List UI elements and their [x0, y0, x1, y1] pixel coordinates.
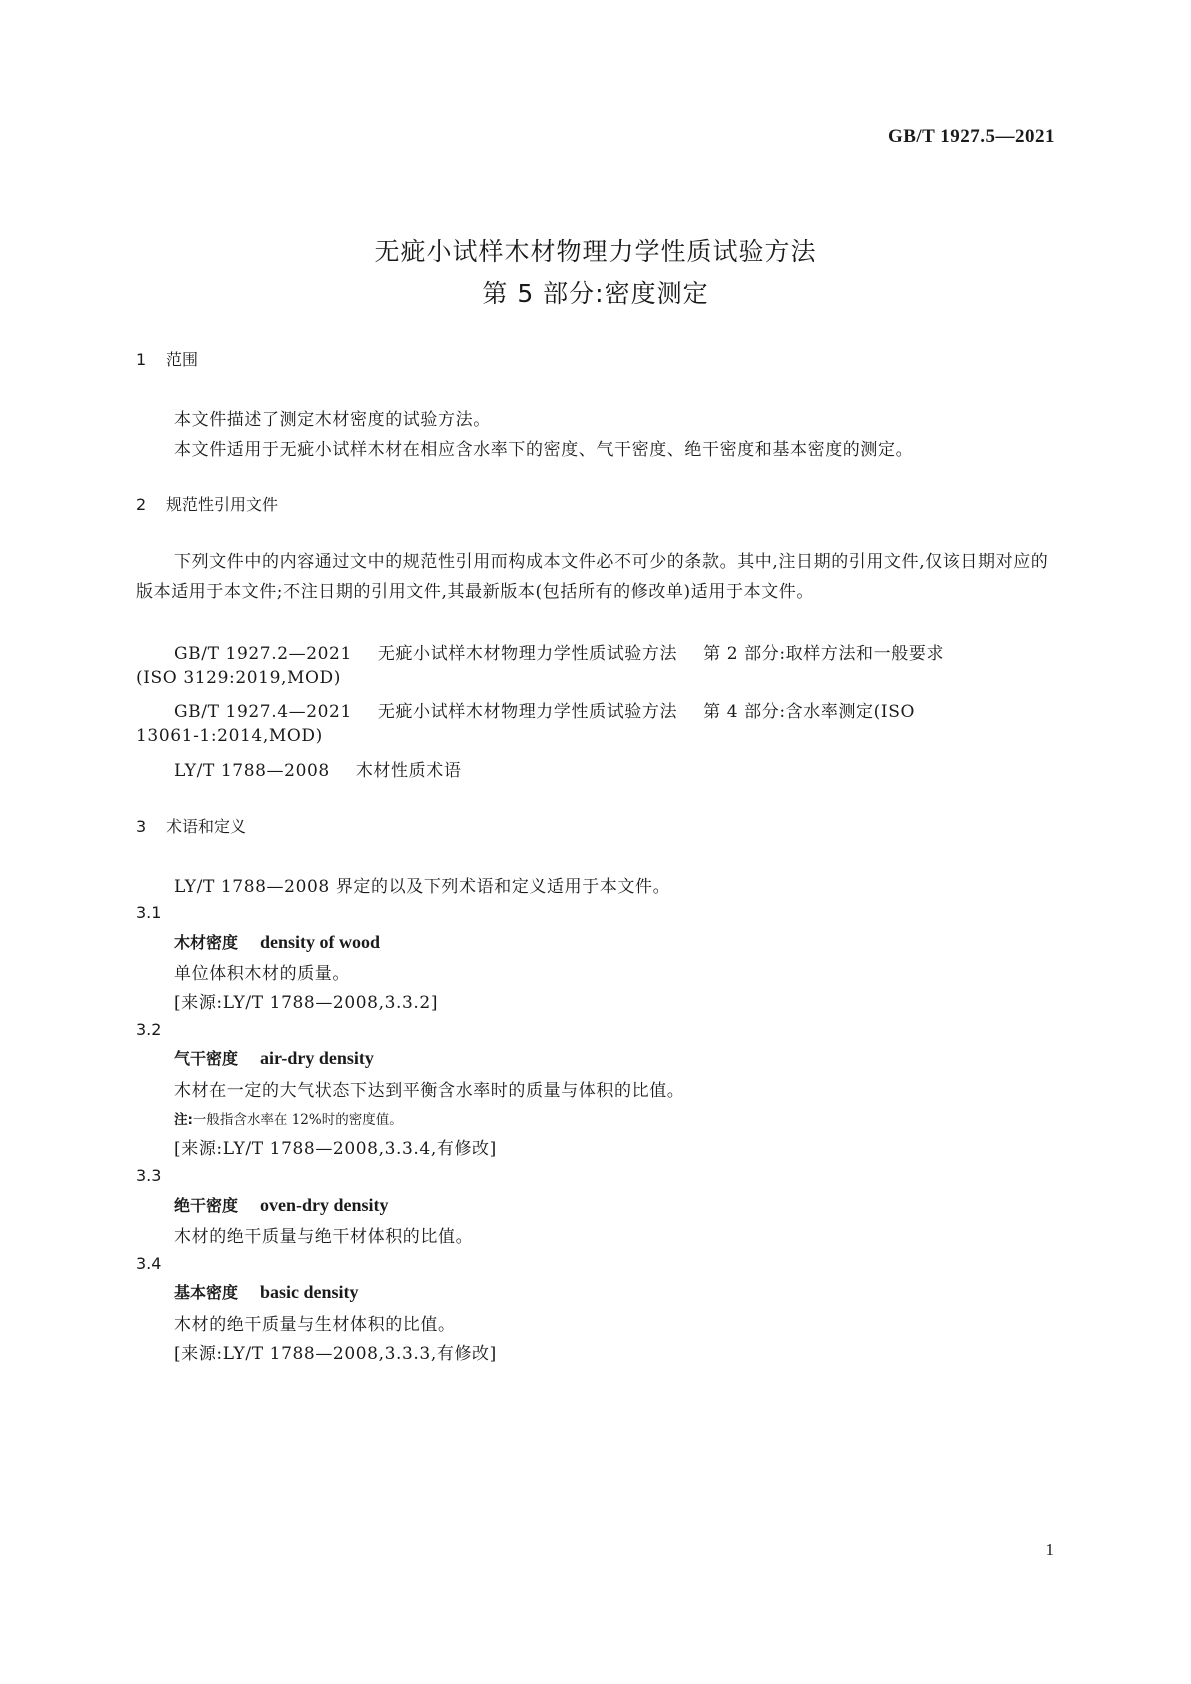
- section-heading-scope: [136, 347, 198, 370]
- clause-number: 3.1: [136, 903, 162, 922]
- reference-continuation: (ISO 3129:2019,MOD): [136, 668, 341, 688]
- section-number: 3: [136, 817, 147, 836]
- term-definition: 木材的绝干质量与生材体积的比值。: [174, 1315, 456, 1335]
- note-text: 一般指含水率在 12%时的密度值。: [192, 1112, 403, 1128]
- reference-code: LY/T 1788—2008: [174, 761, 330, 781]
- paragraph: LY/T 1788—2008 界定的以及下列术语和定义适用于本文件。: [174, 877, 671, 897]
- term-source: [来源:LY/T 1788—2008,3.3.4,有修改]: [174, 1139, 497, 1159]
- section-number: 2: [136, 495, 147, 514]
- section-heading-terms-and-definitions: [136, 814, 246, 837]
- term-entry: [174, 1193, 389, 1216]
- paragraph: 下列文件中的内容通过文中的规范性引用而构成本文件必不可少的条款。其中,注日期的引用文件,仅该日期对应的版本适用于本文件;不注日期的引用文件,其最新版本(包括所有的修改单)适用于本文件。: [136, 552, 1049, 602]
- reference-entry: [174, 639, 944, 664]
- term-source: [来源:LY/T 1788—2008,3.3.3,有修改]: [174, 1344, 497, 1364]
- reference-title: 无疵小试样木材物理力学性质试验方法: [377, 702, 678, 722]
- term-chinese: 气干密度: [174, 1049, 239, 1068]
- note-label: 注:: [174, 1112, 193, 1128]
- page-number: 1: [1045, 1540, 1054, 1559]
- document-title: 无疵小试样木材物理力学性质试验方法: [374, 237, 817, 266]
- term-entry: [174, 1046, 374, 1069]
- section-number: 1: [136, 350, 147, 369]
- section-title: 术语和定义: [166, 817, 247, 836]
- term-english: basic density: [260, 1282, 359, 1302]
- term-entry: [174, 1280, 359, 1303]
- reference-part: 第 2 部分:取样方法和一般要求: [703, 644, 945, 664]
- reference-title: 无疵小试样木材物理力学性质试验方法: [377, 644, 678, 664]
- term-entry: [174, 930, 380, 953]
- term-definition: 木材在一定的大气状态下达到平衡含水率时的质量与体积的比值。: [174, 1081, 685, 1101]
- reference-entry: [174, 697, 915, 722]
- term-chinese: 基本密度: [174, 1283, 239, 1302]
- term-english: air-dry density: [260, 1048, 374, 1068]
- term-chinese: 木材密度: [174, 933, 239, 952]
- term-english: density of wood: [260, 932, 381, 952]
- term-definition: 木材的绝干质量与绝干材体积的比值。: [174, 1227, 474, 1247]
- reference-part: 第 4 部分:含水率测定(ISO: [703, 702, 915, 722]
- reference-entry: [174, 756, 461, 781]
- clause-number: 3.3: [136, 1166, 162, 1185]
- reference-continuation: 13061-1:2014,MOD): [136, 726, 323, 746]
- paragraph: 本文件描述了测定木材密度的试验方法。: [174, 410, 491, 430]
- reference-code: GB/T 1927.2—2021: [174, 644, 352, 664]
- term-definition: 单位体积木材的质量。: [174, 964, 350, 984]
- reference-code: GB/T 1927.4—2021: [174, 702, 352, 722]
- term-source: [来源:LY/T 1788—2008,3.3.2]: [174, 993, 439, 1013]
- paragraph: 本文件适用于无疵小试样木材在相应含水率下的密度、气干密度、绝干密度和基本密度的测定。: [174, 440, 914, 460]
- reference-title: 木材性质术语: [355, 761, 462, 781]
- term-english: oven-dry density: [260, 1195, 389, 1215]
- section-title: 规范性引用文件: [166, 495, 279, 514]
- section-heading-normative-references: [136, 492, 278, 515]
- document-subtitle: 第 5 部分:密度测定: [482, 279, 709, 308]
- section-title: 范围: [166, 350, 199, 369]
- clause-number: 3.2: [136, 1020, 162, 1039]
- clause-number: 3.4: [136, 1254, 162, 1273]
- term-chinese: 绝干密度: [174, 1196, 239, 1215]
- document-code: GB/T 1927.5—2021: [887, 126, 1055, 147]
- term-note: [174, 1108, 403, 1128]
